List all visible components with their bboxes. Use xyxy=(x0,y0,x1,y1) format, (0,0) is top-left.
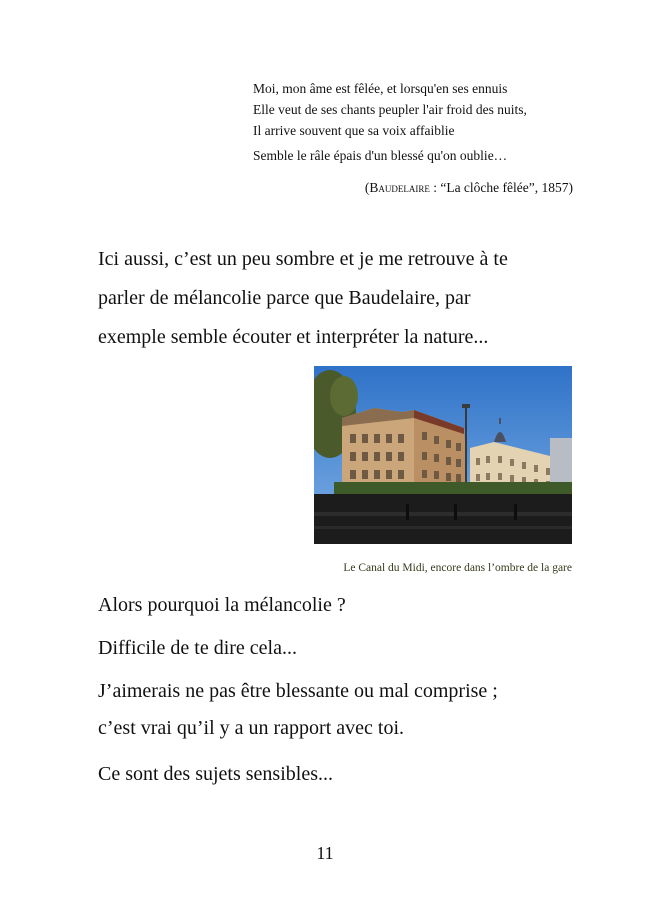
canal-photo-drawing xyxy=(314,366,572,544)
intro-line: Ici aussi, c’est un peu sombre et je me retrouve à te xyxy=(98,248,508,270)
page-number: 11 xyxy=(316,843,334,863)
body-paragraph: Alors pourquoi la mélancolie ? xyxy=(98,594,346,616)
poem-citation xyxy=(253,180,573,196)
intro-line: exemple semble écouter et interpréter la nature... xyxy=(98,326,489,348)
citation-author: Baudelaire xyxy=(369,180,430,195)
poem-excerpt xyxy=(253,78,583,166)
body-paragraph: J’aimerais ne pas être blessante ou mal comprise ; xyxy=(98,680,498,702)
poem-line: Semble le râle épais d'un blessé qu'on oublie… xyxy=(253,148,508,163)
citation-open: ( xyxy=(364,180,370,195)
body-paragraph: c’est vrai qu’il y a un rapport avec toi. xyxy=(98,717,404,739)
photo-caption: Le Canal du Midi, encore dans l’ombre de la gare xyxy=(343,562,572,574)
poem-line: Elle veut de ses chants peupler l'air froid des nuits, xyxy=(253,102,527,117)
body-paragraph: Ce sont des sujets sensibles... xyxy=(98,763,333,785)
poem-line: Il arrive souvent que sa voix affaiblie xyxy=(253,123,455,138)
intro-line: parler de mélancolie parce que Baudelaire, par xyxy=(98,287,471,309)
poem-line: Moi, mon âme est fêlée, et lorsqu'en ses ennuis xyxy=(253,81,508,96)
citation-title: : “La clôche fêlée”, 1857) xyxy=(429,180,573,195)
body-paragraph: Difficile de te dire cela... xyxy=(98,637,297,659)
canal-photo xyxy=(314,366,572,544)
